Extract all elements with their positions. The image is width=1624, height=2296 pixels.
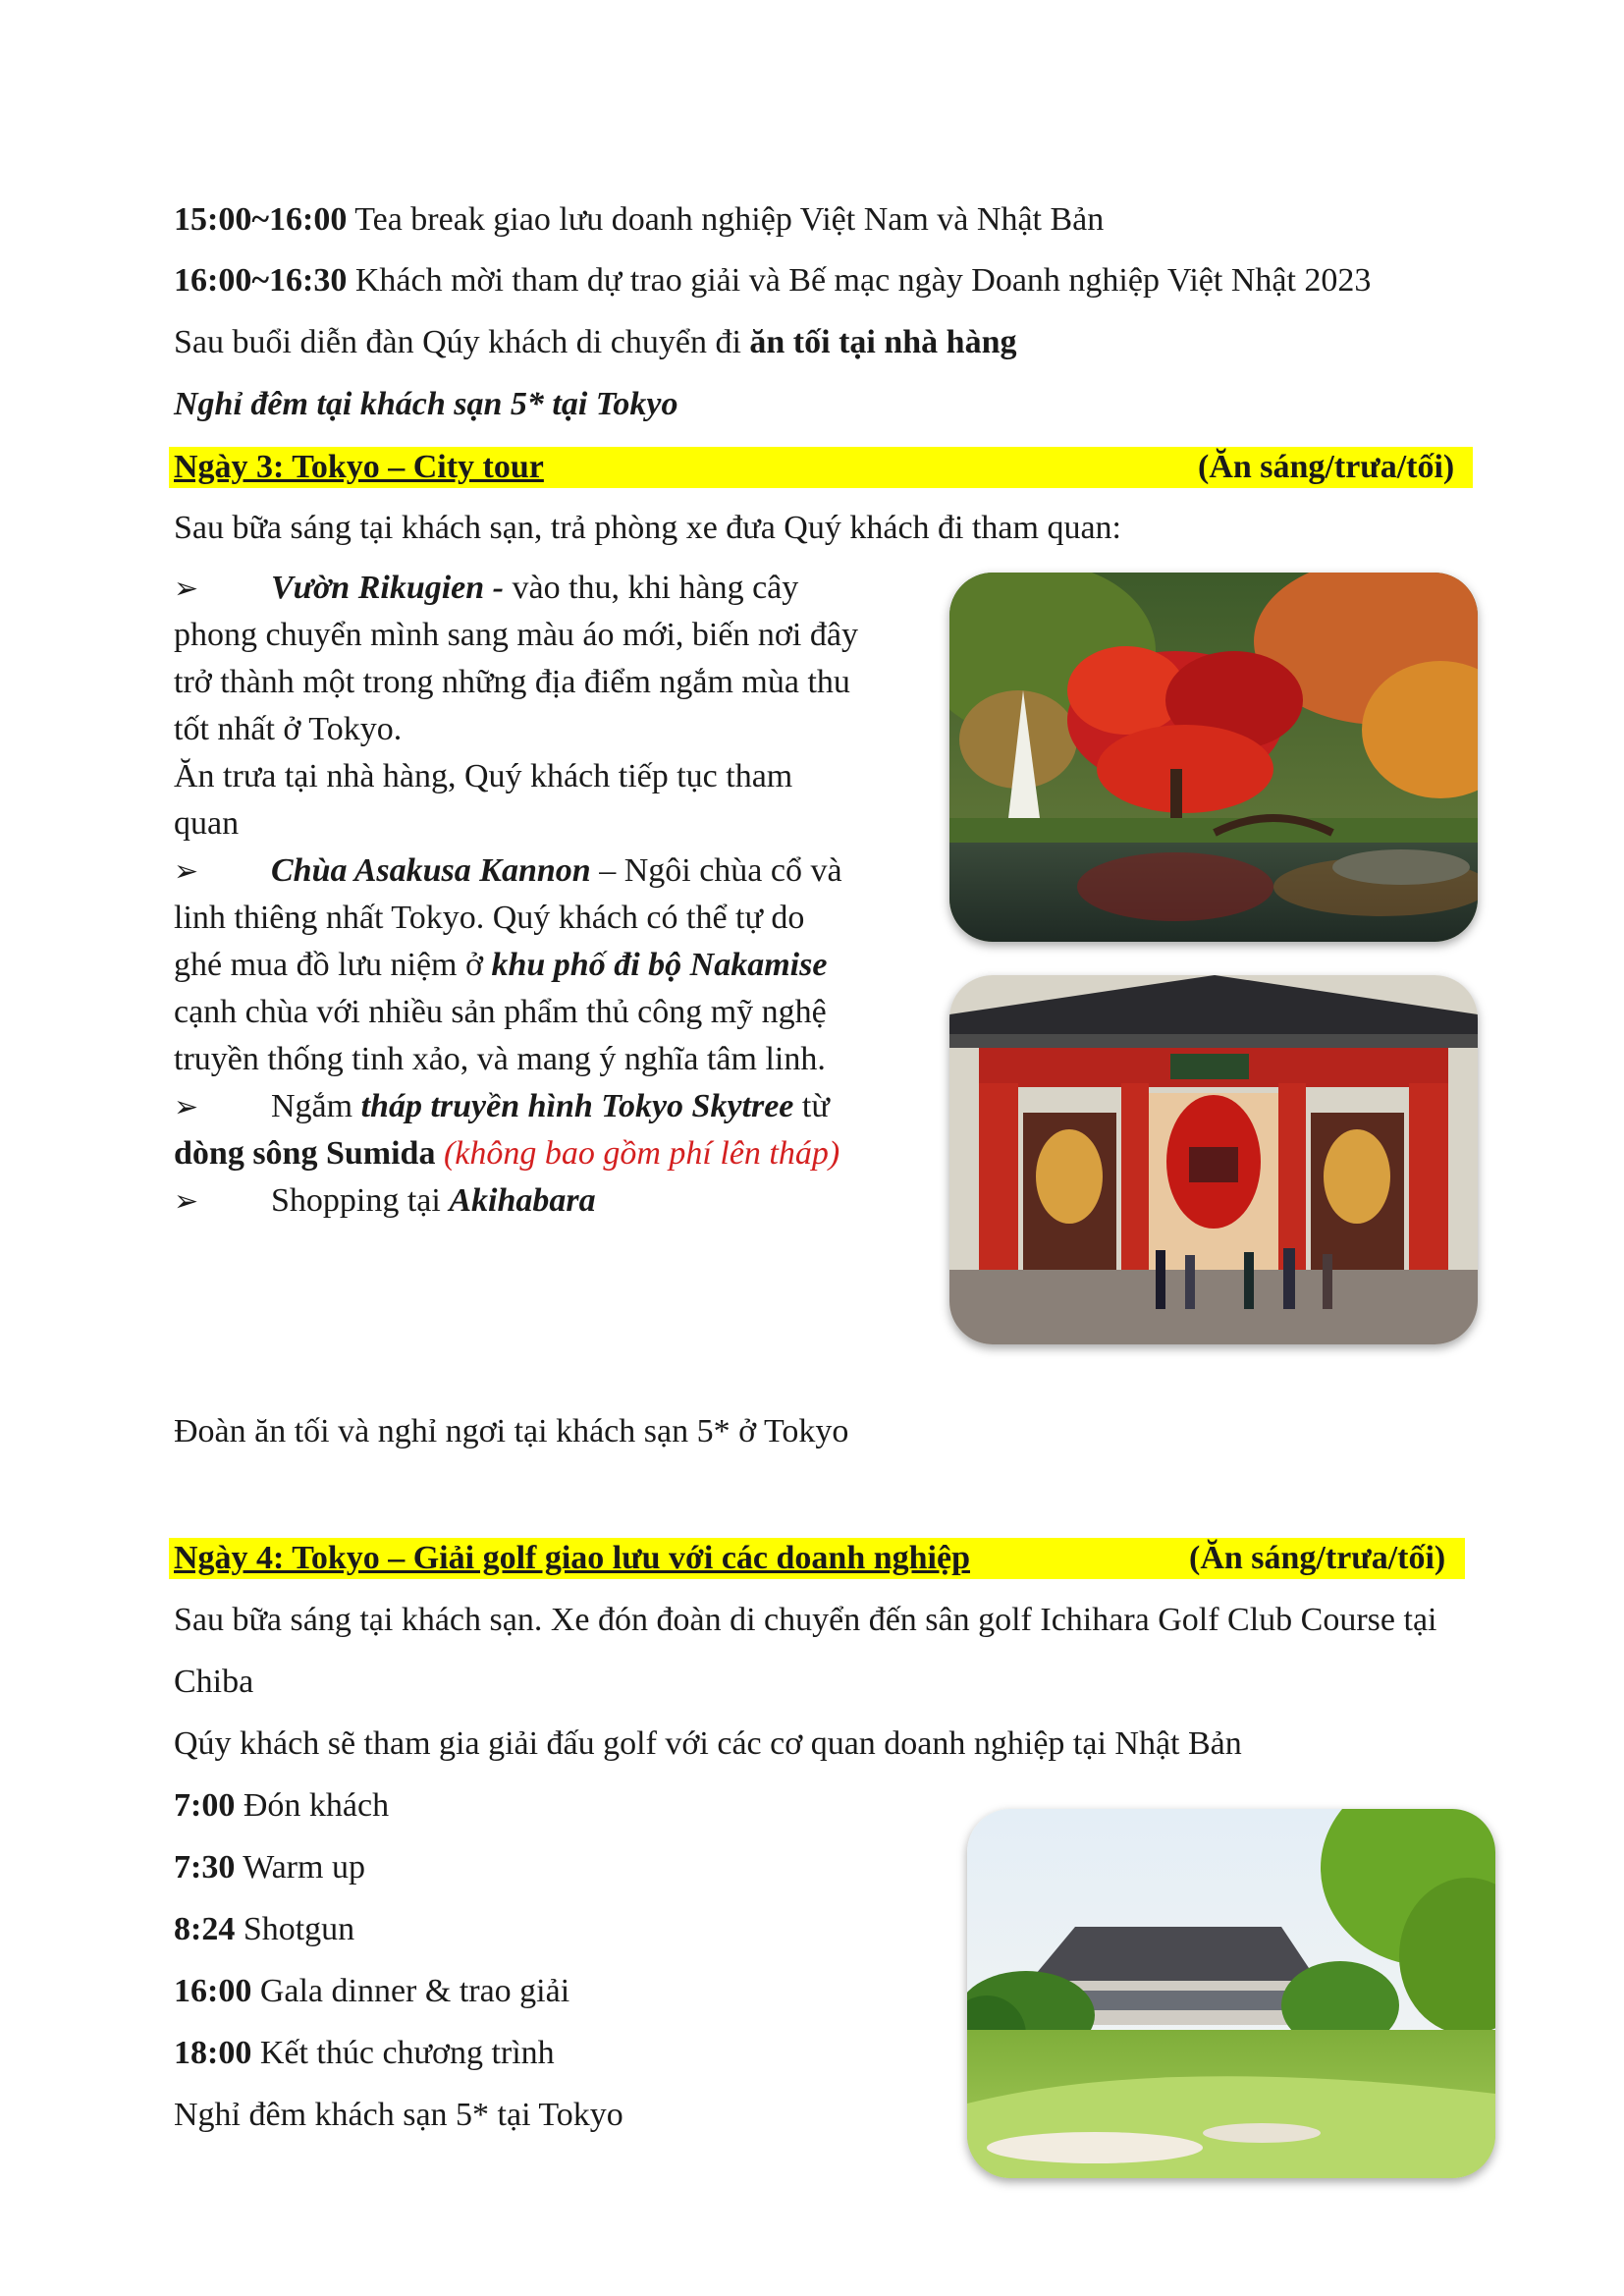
bullet-akihabara: ➢ Shopping tại Akihabara [174,1181,596,1222]
asakusa-gate-photo [949,975,1478,1344]
bullet-skytree: ➢ Ngắm tháp truyền hình Tokyo Skytree từ [174,1087,830,1127]
text-line: Ăn trưa tại nhà hàng, Quý khách tiếp tục tham [174,758,793,794]
arrow-bullet-icon: ➢ [174,854,199,889]
text-line: linh thiêng nhất Tokyo. Quý khách có thể tự do [174,900,805,936]
day4-golf-text: Qúy khách sẽ tham gia giải đấu golf với các cơ quan doanh nghiệp tại Nhật Bản [174,1725,1242,1762]
schedule-item: 16:00~16:30 Khách mời tham dự trao giải và Bế mạc ngày Doanh nghiệp Việt Nhật 2023 [174,262,1372,299]
after-forum-text: Sau buổi diễn đàn Qúy khách di chuyển đi ăn tối tại nhà hàng [174,324,1017,360]
arrow-bullet-icon: ➢ [174,1090,199,1124]
arrow-bullet-icon: ➢ [174,572,199,606]
golf-course-photo [967,1809,1495,2178]
text-line: truyền thống tinh xảo, và mang ý nghĩa tâm linh. [174,1041,826,1077]
schedule-item: 16:00 Gala dinner & trao giải [174,1973,570,2009]
rikugien-garden-photo [949,573,1478,942]
day3-meals: (Ăn sáng/trưa/tối) [1198,449,1455,485]
day4-overnight: Nghỉ đêm khách sạn 5* tại Tokyo [174,2097,623,2133]
text-line: quan [174,805,240,842]
text-line: cạnh chùa với nhiều sản phẩm thủ công mỹ nghệ [174,994,827,1030]
day3-title: Ngày 3: Tokyo – City tour [174,449,544,485]
text-line: ghé mua đồ lưu niệm ở khu phố đi bộ Nakamise [174,947,828,983]
day4-intro: Sau bữa sáng tại khách sạn. Xe đón đoàn di chuyển đến sân golf Ichihara Golf Club Course tại [174,1602,1437,1638]
text-line: dòng sông Sumida (không bao gồm phí lên tháp) [174,1135,840,1172]
bullet-rikugien: ➢ Vườn Rikugien - vào thu, khi hàng cây [174,569,798,609]
text-line: tốt nhất ở Tokyo. [174,711,403,747]
schedule-item: 7:30 Warm up [174,1849,365,1886]
text-line: trở thành một trong những địa điểm ngắm mùa thu [174,664,850,700]
day3-evening: Đoàn ăn tối và nghỉ ngơi tại khách sạn 5* ở Tokyo [174,1413,849,1449]
bullet-asakusa: ➢ Chùa Asakusa Kannon – Ngôi chùa cổ và [174,851,842,892]
overnight-day2: Nghỉ đêm tại khách sạn 5* tại Tokyo [174,386,678,422]
day4-title: Ngày 4: Tokyo – Giải golf giao lưu với các doanh nghiệp [174,1540,970,1576]
day3-intro: Sau bữa sáng tại khách sạn, trả phòng xe đưa Quý khách đi tham quan: [174,510,1121,546]
schedule-item: 8:24 Shotgun [174,1911,355,1947]
schedule-item: 15:00~16:00 Tea break giao lưu doanh nghiệp Việt Nam và Nhật Bản [174,201,1105,238]
schedule-item: 7:00 Đón khách [174,1787,390,1824]
text-line: phong chuyển mình sang màu áo mới, biến nơi đây [174,617,858,653]
day4-meals: (Ăn sáng/trưa/tối) [1189,1540,1446,1576]
schedule-item: 18:00 Kết thúc chương trình [174,2035,555,2071]
arrow-bullet-icon: ➢ [174,1184,199,1219]
day4-intro-cont: Chiba [174,1664,254,1700]
